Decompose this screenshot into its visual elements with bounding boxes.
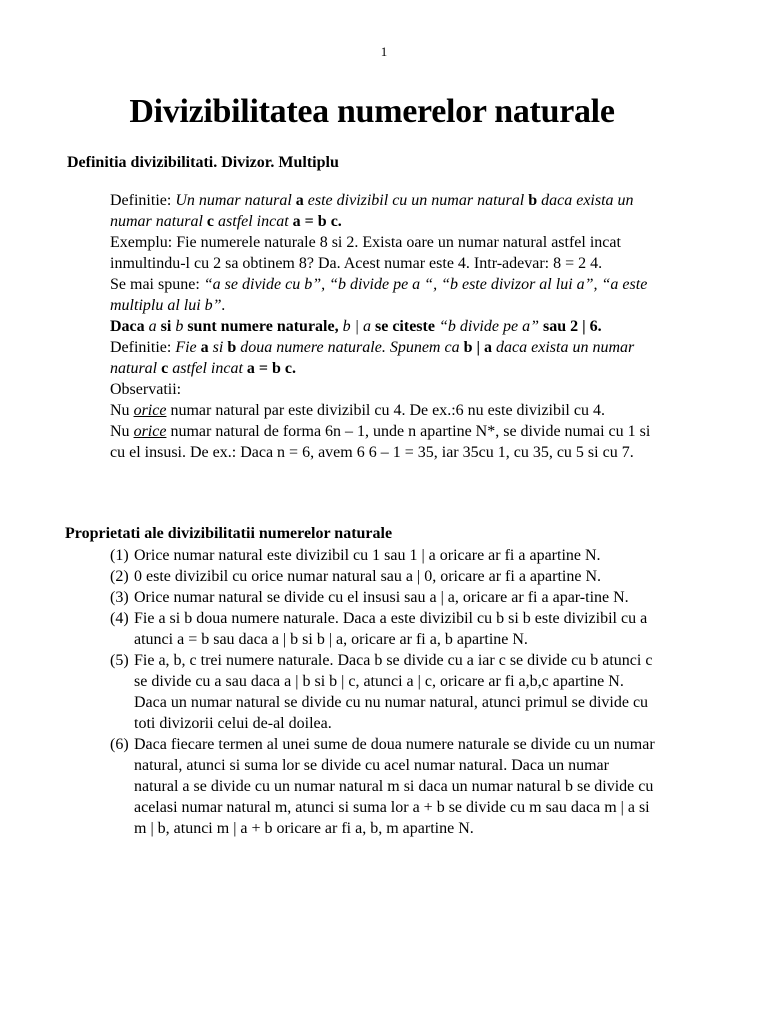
definition-label: Definitie: bbox=[110, 192, 176, 209]
property-number: (6) bbox=[110, 736, 129, 753]
notation-quote: “b divide pe a” bbox=[438, 318, 539, 335]
observation-2 bbox=[110, 421, 655, 463]
observation-text: numar natural par este divizibil cu 4. De ex.:6 nu este divizibil cu 4. bbox=[166, 402, 605, 419]
definition-text: astfel incat bbox=[214, 213, 293, 230]
definition-text: Un numar natural bbox=[175, 192, 296, 209]
list-item bbox=[110, 734, 655, 839]
property-text: Orice numar natural se divide cu el insusi sau a | a, oricare ar fi a apar-tine N. bbox=[134, 589, 629, 606]
definition-text: Fie bbox=[175, 339, 201, 356]
definition-equation: a = b c. bbox=[246, 360, 297, 377]
var-a: a bbox=[148, 318, 157, 335]
definition-text: daca exista un numar natural bbox=[110, 339, 635, 377]
var-a: a bbox=[200, 339, 209, 356]
property-number: (5) bbox=[110, 652, 129, 669]
list-item bbox=[110, 650, 655, 734]
notation-text: sau 2 | 6. bbox=[538, 318, 602, 335]
definition-expression: b | a bbox=[463, 339, 493, 356]
var-b: b bbox=[227, 339, 237, 356]
list-item bbox=[110, 566, 655, 587]
observation-text: Nu bbox=[110, 402, 134, 419]
property-text: Fie a si b doua numere naturale. Daca a este divizibil cu b si b este divizibil cu a atunci a = b sau daca a | b si b | a, oricare ar fi a, b apartine N. bbox=[134, 610, 648, 648]
definition-text: doua numere naturale. Spunem ca bbox=[236, 339, 464, 356]
property-text: 0 este divizibil cu orice numar natural sau a | 0, oricare ar fi a apartine N. bbox=[134, 568, 601, 585]
page-number: 1 bbox=[380, 44, 388, 59]
property-text: Orice numar natural este divizibil cu 1 sau 1 | a oricare ar fi a apartine N. bbox=[134, 547, 601, 564]
observation-1 bbox=[110, 400, 655, 421]
observations-label: Observatii: bbox=[110, 381, 182, 398]
definition-text: este divizibil cu un numar natural bbox=[303, 192, 529, 209]
definition-text: daca exista un numar natural bbox=[110, 192, 634, 230]
list-item bbox=[110, 587, 655, 608]
var-c: c bbox=[206, 213, 215, 230]
notation-text: si bbox=[156, 318, 176, 335]
example-paragraph bbox=[110, 232, 655, 274]
example-equation: 8 = 2 4. bbox=[553, 255, 603, 272]
property-number: (3) bbox=[110, 589, 129, 606]
also-said-label: Se mai spune: bbox=[110, 276, 204, 293]
definition-body bbox=[110, 190, 655, 463]
notation-text: Daca bbox=[110, 318, 149, 335]
list-item bbox=[110, 608, 655, 650]
also-said-paragraph bbox=[110, 274, 655, 316]
property-number: (4) bbox=[110, 610, 129, 627]
var-c: c bbox=[161, 360, 169, 377]
var-b: b bbox=[528, 192, 538, 209]
property-text: Daca fiecare termen al unei sume de doua numere naturale se divide cu un numar natural, atunci si suma lor se divide cu acel numar natural. Daca un numar natural a se divide cu un numar natural m si daca un numar natural b se divide cu acelasi numar natural m, atunci si suma lor a + b se divide cu m sau daca m | a si m | b, atunci m | a + b oricare ar fi a, b, m apartine N. bbox=[134, 736, 655, 837]
property-number: (2) bbox=[110, 568, 129, 585]
section-heading-properties: Proprietati ale divizibilitatii numerelor naturale bbox=[65, 525, 393, 542]
observation-emphasis: orice bbox=[133, 402, 167, 419]
notation-paragraph bbox=[110, 316, 655, 337]
notation-expression: b | a bbox=[342, 318, 371, 335]
observation-emphasis: orice bbox=[133, 423, 167, 440]
var-b: b bbox=[175, 318, 184, 335]
definition-text: astfel incat bbox=[168, 360, 247, 377]
definition2-paragraph bbox=[110, 337, 655, 379]
observation-text: Nu bbox=[110, 423, 134, 440]
list-item bbox=[110, 545, 655, 566]
example-text: Exemplu: Fie numerele naturale 8 si 2. Exista oare un numar natural astfel incat inmultindu-l cu 2 sa obtinem 8? Da. Acest numar este 4. Intr-adevar: bbox=[110, 234, 621, 272]
property-number: (1) bbox=[110, 547, 129, 564]
property-text: Fie a, b, c trei numere naturale. Daca b se divide cu a iar c se divide cu b atunci c se divide cu a sau daca a | b si b | c, atunci a | c, oricare ar fi a,b,c apartine N. Daca un numar natural se divide cu nu numar natural, atunci primul se divide cu toti divizorii celui de-al doilea. bbox=[134, 652, 653, 732]
also-said-quote: “a se divide cu b”, “b divide pe a “, “b este divizor al lui a”, “a este multiplu al lui b”. bbox=[110, 276, 648, 314]
definition-text: si bbox=[208, 339, 228, 356]
definition-label: Definitie: bbox=[110, 339, 176, 356]
page-title: Divizibilitatea numerelor naturale bbox=[129, 93, 615, 130]
definition-paragraph bbox=[110, 190, 655, 232]
var-a: a bbox=[295, 192, 304, 209]
notation-text: se citeste bbox=[371, 318, 439, 335]
observation-text: numar natural de forma 6n – 1, unde n apartine N*, se divide numai cu 1 si cu el insusi. De ex.: Daca n = 6, avem 6 6 – 1 = 35, iar 35cu 1, cu 35, cu 5 si cu 7. bbox=[110, 423, 651, 461]
notation-text: sunt numere naturale, bbox=[183, 318, 343, 335]
definition-equation: a = b c. bbox=[292, 213, 342, 230]
section-heading-definition: Definitia divizibilitati. Divizor. Multiplu bbox=[67, 154, 339, 171]
properties-list bbox=[110, 545, 655, 839]
